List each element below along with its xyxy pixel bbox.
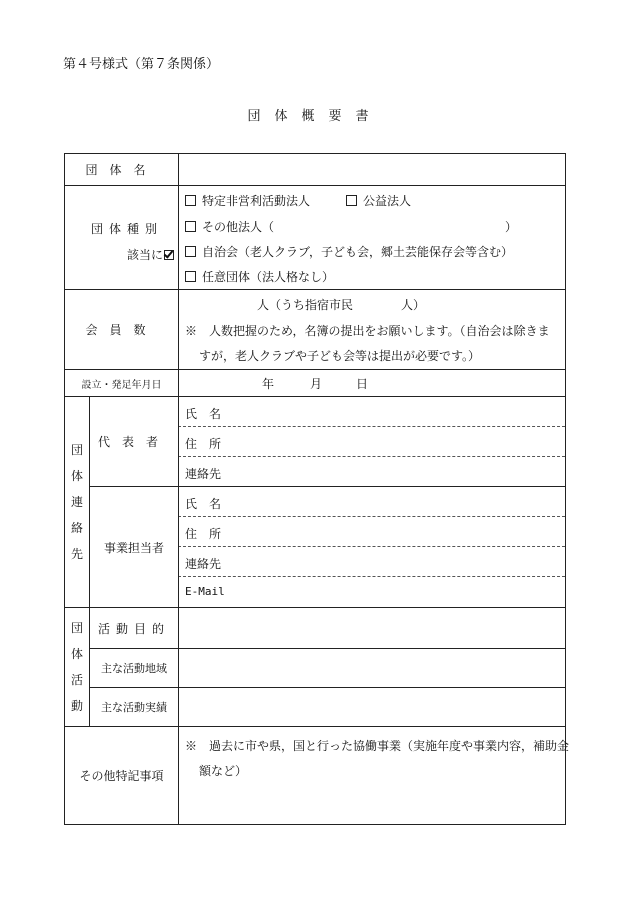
option-neighborhood[interactable]: 自治会（老人クラブ，子ども会，郷土芸能保存会等含む）: [185, 243, 513, 260]
checkbox-icon[interactable]: [185, 195, 196, 206]
members-unit: 人）: [401, 298, 426, 312]
checkbox-icon[interactable]: [185, 246, 196, 257]
option-public-corp[interactable]: 公益法人: [346, 192, 411, 209]
option-npo[interactable]: 特定非営利活動法人: [185, 192, 310, 209]
staff-name[interactable]: 氏 名: [185, 497, 222, 511]
representative-name[interactable]: 氏 名: [185, 407, 222, 421]
form-table: [64, 153, 570, 825]
checkbox-icon[interactable]: [346, 195, 357, 206]
representative-phone[interactable]: 連絡先: [185, 467, 222, 481]
activity-purpose-label: 活動目的: [97, 621, 170, 636]
contact-section-label: 団 体 連 絡 先: [70, 443, 83, 561]
checkbox-icon[interactable]: [185, 271, 196, 282]
option-other-corp[interactable]: その他法人（: [185, 218, 274, 235]
checkbox-icon[interactable]: [185, 221, 196, 232]
row-divider: [65, 185, 565, 186]
page-title: 団体概要書: [247, 109, 383, 124]
dashed-divider: [178, 426, 565, 427]
representative-label: 代表者: [97, 435, 170, 449]
staff-phone[interactable]: 連絡先: [185, 557, 222, 571]
staff-email[interactable]: E-Mail: [185, 585, 225, 598]
group-name-label: 団体名: [85, 163, 158, 177]
members-label: 会員数: [85, 323, 158, 337]
dashed-divider: [178, 546, 565, 547]
dashed-divider: [178, 516, 565, 517]
column-divider: [178, 154, 179, 824]
activity-results-label: 主な活動実績: [101, 701, 167, 714]
dashed-divider: [178, 456, 565, 457]
group-type-label: 団体種別: [91, 222, 164, 236]
members-note-2: すが，老人クラブや子ども会等は提出が必要です。）: [199, 349, 481, 363]
staff-label: 事業担当者: [103, 540, 164, 555]
founded-label: 設立・発足年月日: [81, 379, 162, 391]
other-notes-line-1: ※ 過去に市や県，国と行った協働事業（実施年度や事業内容，補助金: [185, 739, 570, 753]
founded-year[interactable]: 年: [262, 377, 275, 391]
applicable-note: 該当に: [127, 246, 174, 263]
dashed-divider: [178, 576, 565, 577]
representative-address[interactable]: 住 所: [185, 437, 222, 451]
members-count[interactable]: 人（うち指宿市民: [257, 298, 354, 312]
activity-area-label: 主な活動地域: [101, 662, 167, 675]
option-voluntary[interactable]: 任意団体（法人格なし）: [185, 268, 334, 285]
activity-section-label: 団 体 活 動: [70, 621, 83, 713]
founded-day[interactable]: 日: [356, 377, 369, 391]
members-note-1: ※ 人数把握のため，名簿の提出をお願いします。（自治会は除きま: [185, 324, 550, 338]
founded-month[interactable]: 月: [310, 377, 323, 391]
group-name-value[interactable]: [179, 154, 565, 185]
form-number: 第４号様式（第７条関係）: [63, 57, 220, 72]
other-notes-line-2: 額など）: [199, 764, 248, 778]
staff-address[interactable]: 住 所: [185, 527, 222, 541]
other-corp-close: ）: [505, 220, 518, 234]
other-notes-label: その他特記事項: [79, 769, 164, 783]
checkbox-icon: [164, 250, 174, 260]
